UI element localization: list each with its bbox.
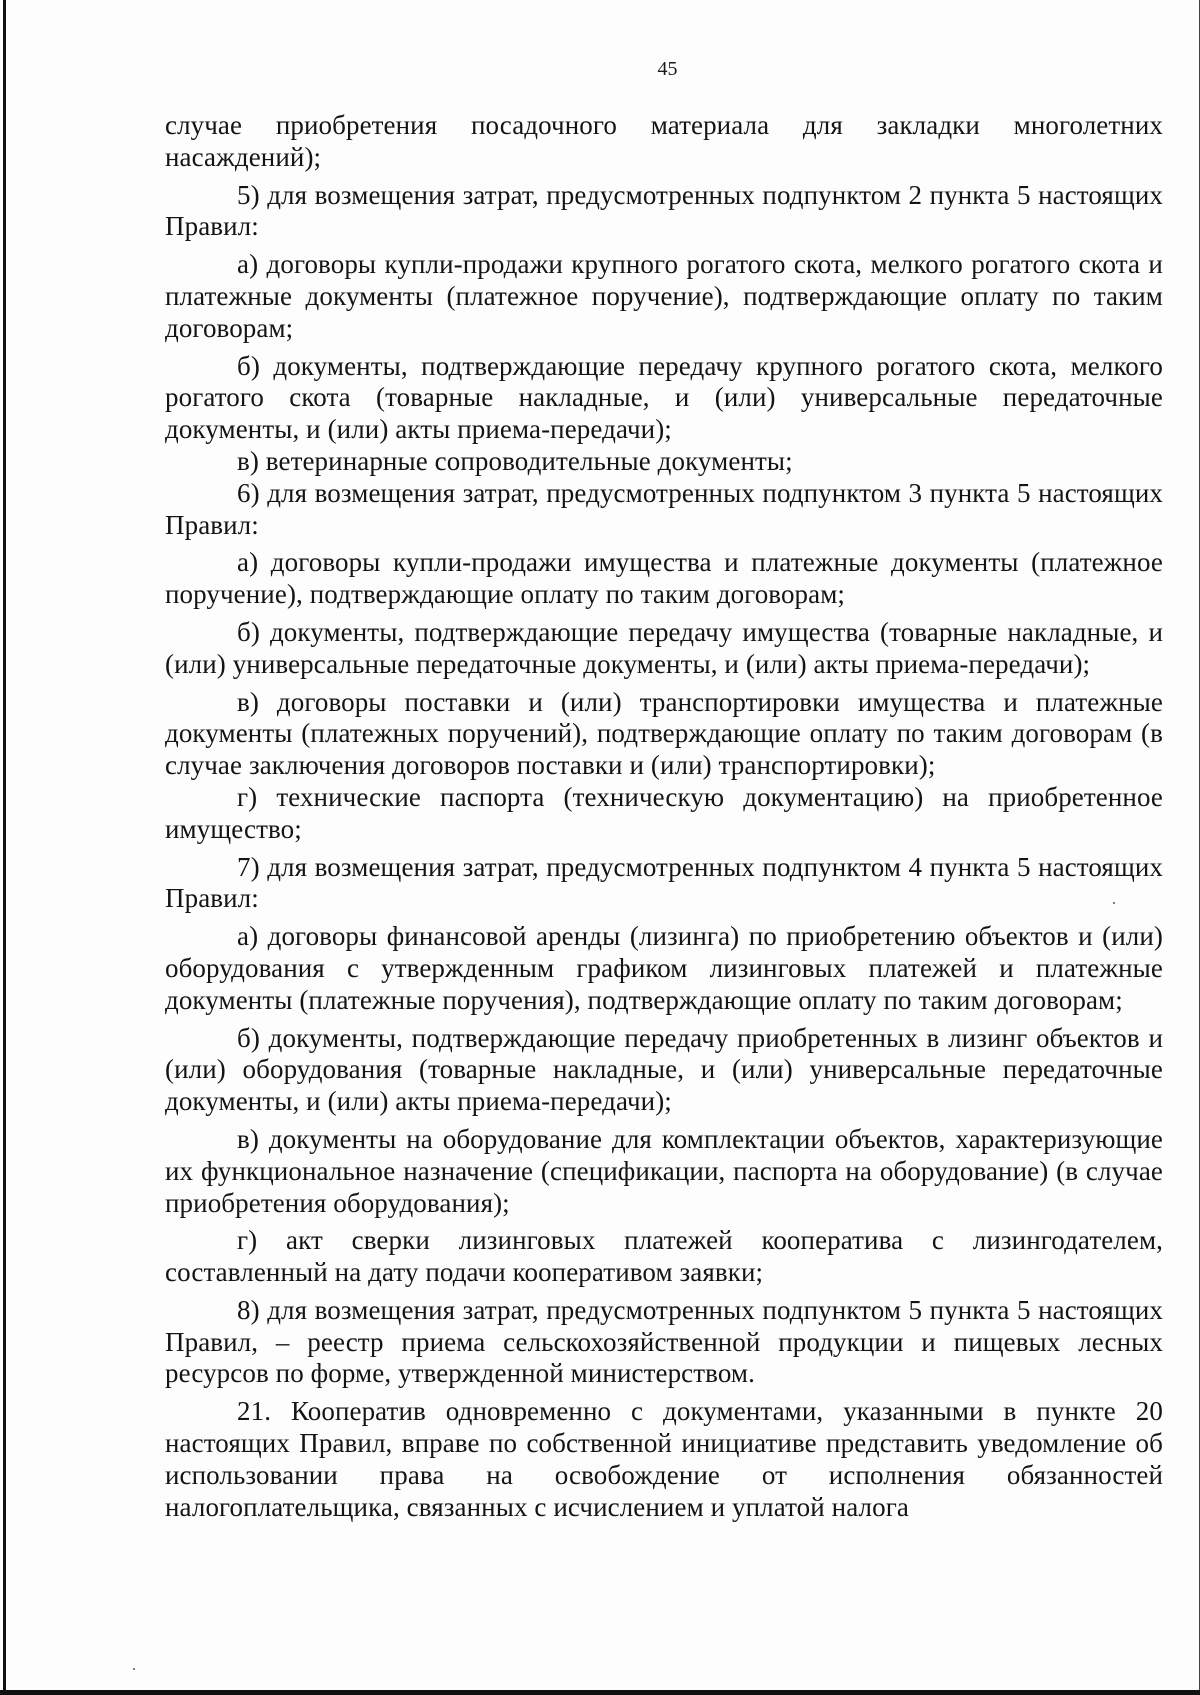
paragraph-clause-21: 21. Кооператив одновременно с документами, указанными в пункте 20 настоящих Правил, вправе по собственной инициативе представить уведомление об использовании права на освобождение от исполнения обязанностей налогоплательщика, связанных с исчислением и уплатой налога (165, 1396, 1163, 1522)
paragraph-item-5a: а) договоры купли-продажи крупного рогатого скота, мелкого рогатого скота и платежные документы (платежное поручение), подтверждающие оплату по таким договорам; (165, 249, 1163, 343)
paragraph-item-6: 6) для возмещения затрат, предусмотренных подпунктом 3 пункта 5 настоящих Правил: (165, 477, 1163, 540)
paragraph-item-6v: в) договоры поставки и (или) транспортировки имущества и платежные документы (платежных поручений), подтверждающие оплату по таким договорам (в случае заключения договоров поставки и (или) транспортировки); (165, 686, 1163, 781)
paragraph-item-7b: б) документы, подтверждающие передачу приобретенных в лизинг объектов и (или) оборудования (товарные накладные, и (или) универсальные передаточные документы, и (или) акты приема-передачи); (165, 1022, 1163, 1117)
paragraph-item-7: 7) для возмещения затрат, предусмотренных подпунктом 4 пункта 5 настоящих Правил: (165, 851, 1163, 914)
paragraph-item-5v: в) ветеринарные сопроводительные документы; (237, 445, 793, 476)
scan-speck (133, 1668, 135, 1670)
page-number: 45 (657, 58, 678, 80)
paragraph-item-6g: г) технические паспорта (техническую документацию) на приобретенное имущество; (165, 781, 1163, 844)
paragraph-item-8: 8) для возмещения затрат, предусмотренных подпунктом 5 пункта 5 настоящих Правил, – реестр приема сельскохозяйственной продукции и пищевых лесных ресурсов по форме, утвержденной министерством. (165, 1294, 1163, 1389)
paragraph-item-6a: а) договоры купли-продажи имущества и платежные документы (платежное поручение), подтверждающие оплату по таким договорам; (165, 547, 1163, 610)
paragraph-item-7a: а) договоры финансовой аренды (лизинга) по приобретению объектов и (или) оборудования с утвержденным графиком лизинговых платежей и платежные документы (платежные поручения), подтверждающие оплату по таким договорам; (165, 921, 1163, 1015)
paragraph-item-5: 5) для возмещения затрат, предусмотренных подпунктом 2 пункта 5 настоящих Правил: (165, 179, 1163, 242)
paragraph-item-7g: г) акт сверки лизинговых платежей кооператива с лизингодателем, составленный на дату подачи кооперативом заявки; (165, 1225, 1163, 1288)
paragraph-item-7v: в) документы на оборудование для комплектации объектов, характеризующие их функциональное назначение (спецификации, паспорта на оборудование) (в случае приобретения оборудования); (165, 1123, 1163, 1218)
scan-edge-bottom (0, 1690, 1200, 1695)
scan-edge-left (3, 0, 6, 1690)
paragraph-continuation: случае приобретения посадочного материала для закладки многолетних насаждений); (165, 110, 1163, 172)
paragraph-item-6b: б) документы, подтверждающие передачу имущества (товарные накладные, и (или) универсальные передаточные документы, и (или) акты приема-передачи); (165, 616, 1163, 679)
paragraph-item-5b: б) документы, подтверждающие передачу крупного рогатого скота, мелкого рогатого скота (товарные накладные, и (или) универсальные передаточные документы, и (или) акты приема-передачи); (165, 350, 1163, 445)
document-body (165, 110, 1163, 1523)
